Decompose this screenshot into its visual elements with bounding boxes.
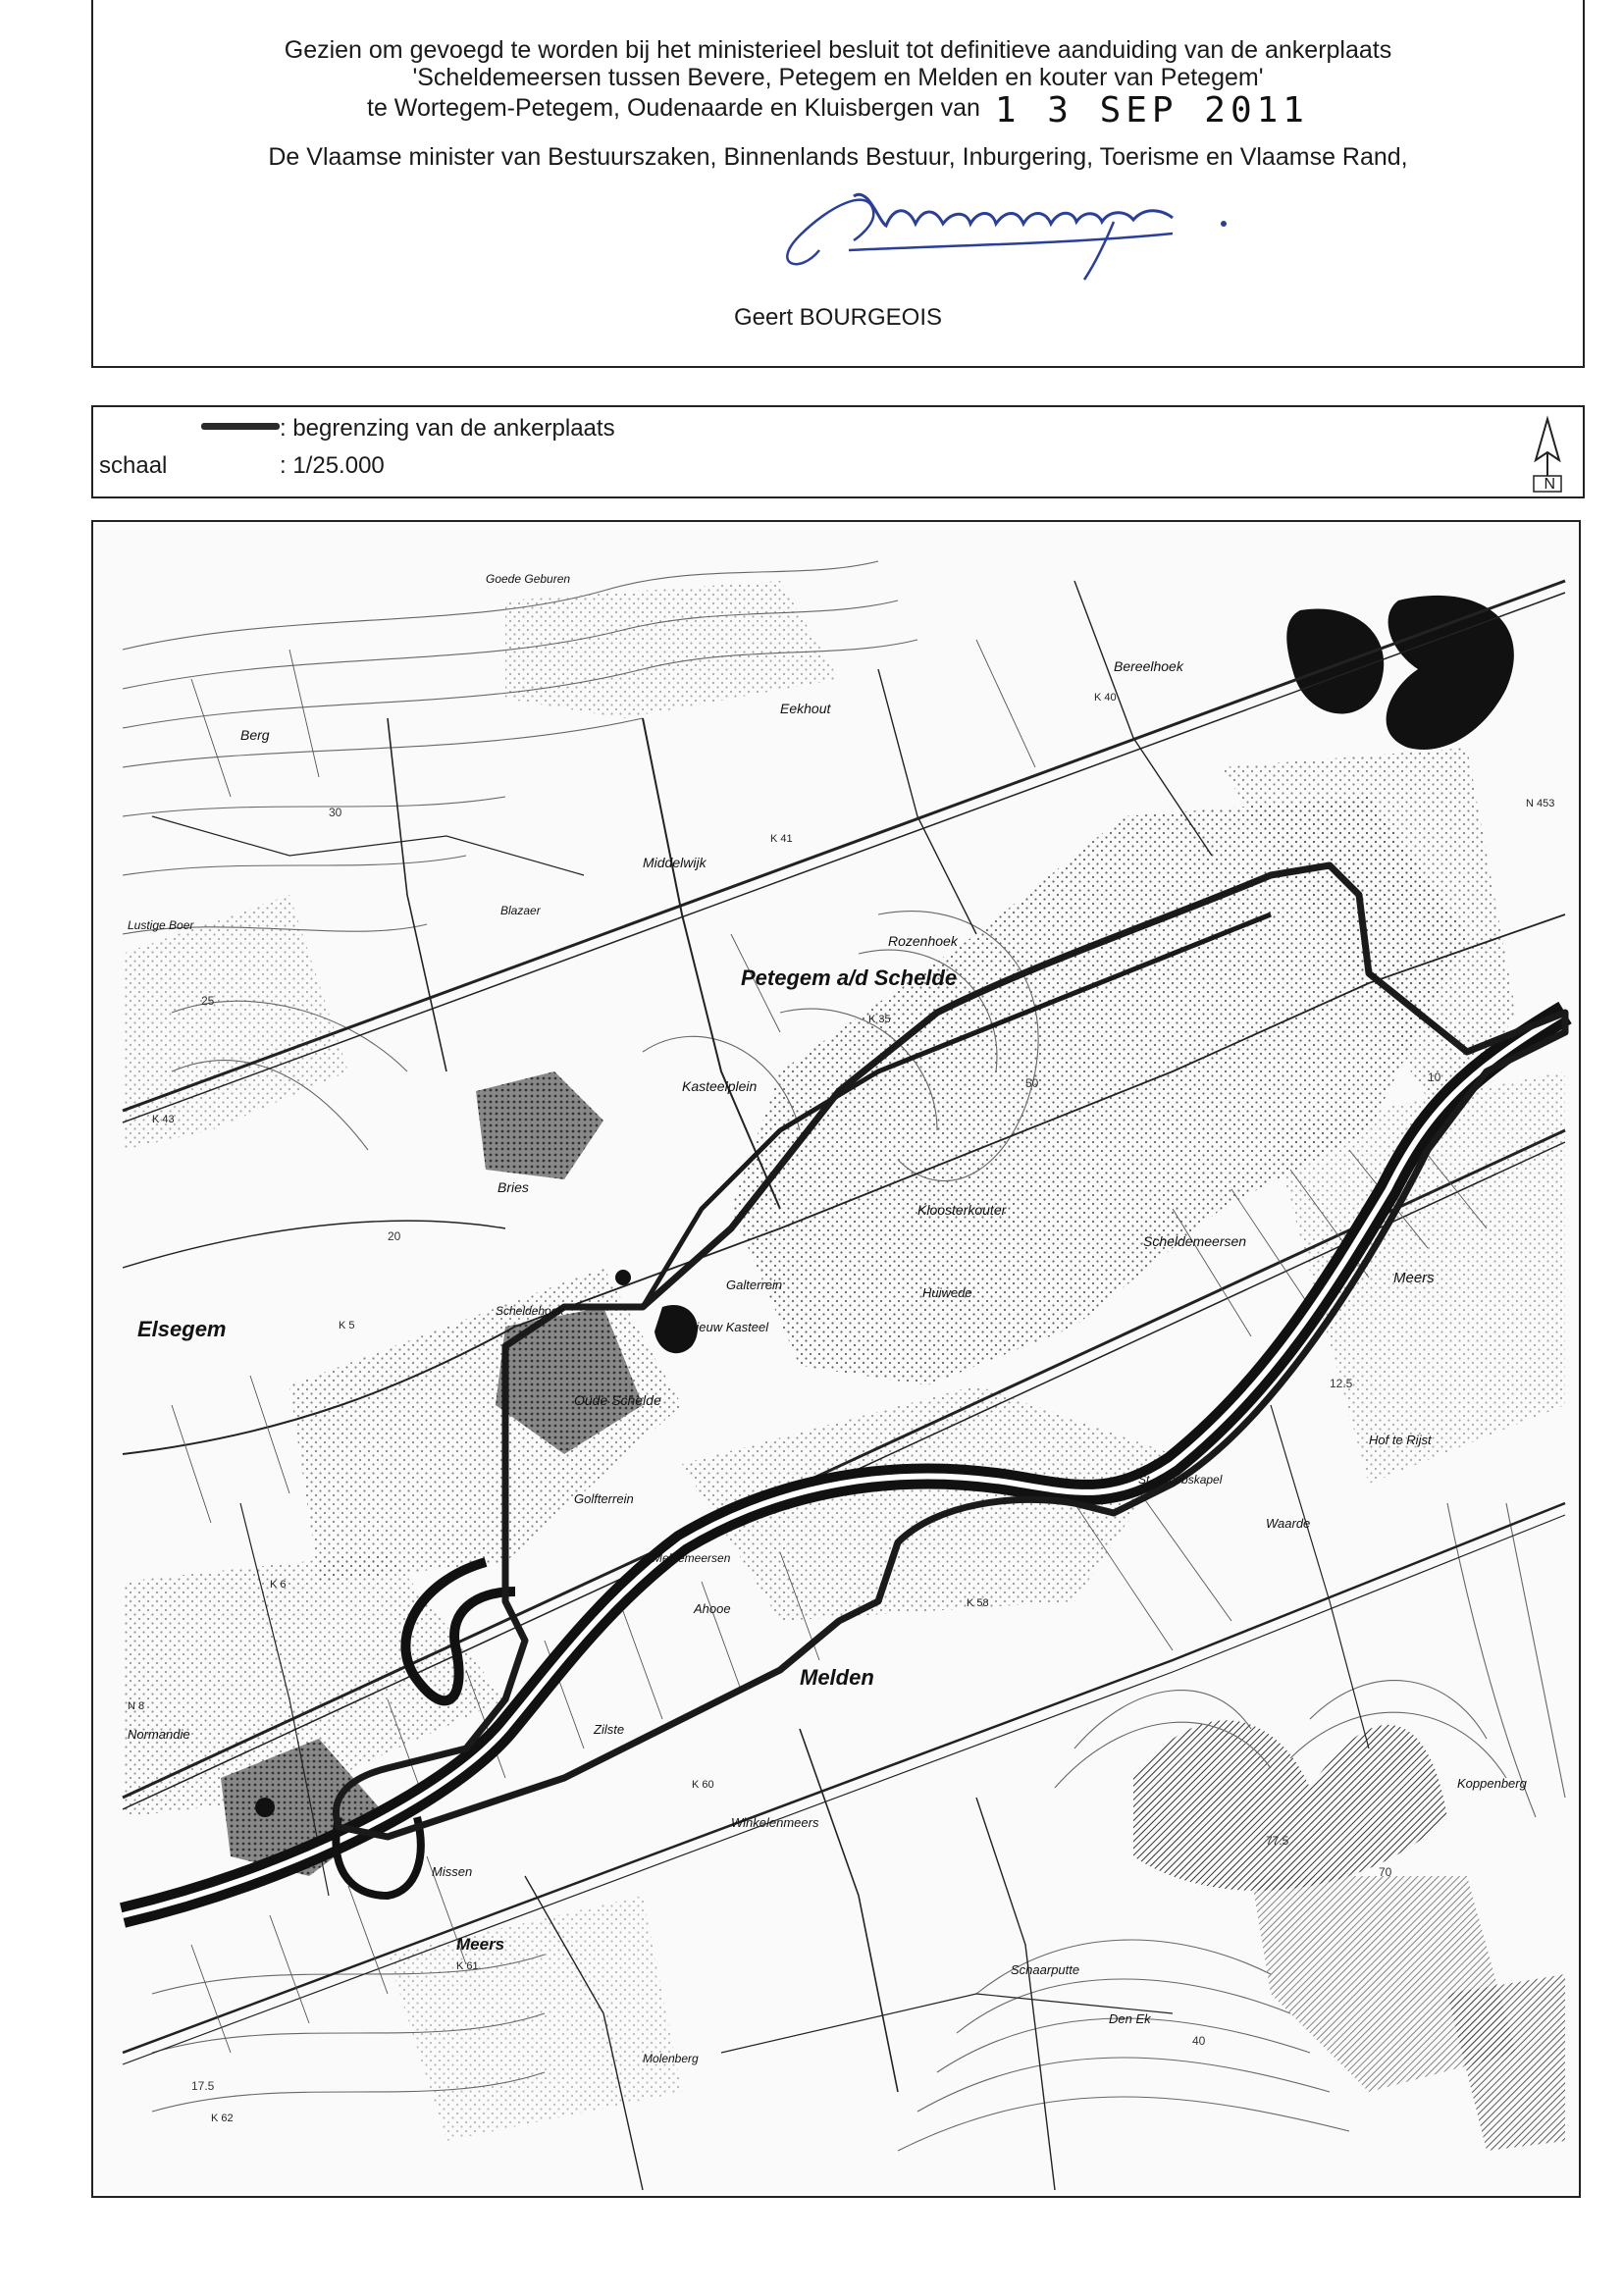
legend-box (91, 405, 1585, 498)
contour-value: 50 (1025, 1076, 1039, 1090)
contour-value: 40 (1192, 2034, 1206, 2048)
decree-line-3 (93, 90, 1583, 130)
decree-municipalities: te Wortegem-Petegem, Oudenaarde en Kluisbergen van (367, 94, 980, 122)
label-zilste: Zilste (594, 1722, 625, 1737)
road-code: K 60 (692, 1779, 714, 1791)
minister-title: De Vlaamse minister van Bestuurszaken, Binnenlands Bestuur, Inburgering, Toerisme en Vlaamse Rand, (268, 143, 1408, 171)
label-elsegem: Elsegem (137, 1317, 227, 1341)
label-winkelenmeers: Winkelenmeers (731, 1815, 819, 1830)
scale-key: schaal (99, 452, 168, 479)
label-middelwijk: Middelwijk (643, 855, 707, 870)
label-scheldemeersen: Scheldemeersen (1143, 1233, 1247, 1249)
scale-value: : 1/25.000 (280, 452, 385, 479)
decree-line-2: 'Scheldemeersen tussen Bevere, Petegem en Melden en kouter van Petegem' (412, 64, 1264, 91)
road-code: K 41 (770, 833, 793, 845)
label-schaarputte: Schaarputte (1011, 1962, 1080, 1977)
road-code: K 62 (211, 2113, 234, 2124)
topographic-map (91, 520, 1581, 2198)
road-code: K 35 (868, 1014, 891, 1025)
label-bereelhoek: Bereelhoek (1114, 658, 1183, 674)
contour-value: 20 (388, 1229, 401, 1243)
road-code: K 6 (270, 1579, 287, 1591)
road-code: N 453 (1526, 798, 1555, 809)
label-meers-east: Meers (1393, 1270, 1435, 1286)
label-koppenberg: Koppenberg (1457, 1776, 1527, 1791)
boundary-legend-swatch (201, 423, 280, 430)
label-hof-te-rijst: Hof te Rijst (1369, 1433, 1432, 1447)
label-den-ek: Den Ek (1109, 2011, 1151, 2026)
date-stamp: 1 3 SEP 2011 (994, 90, 1309, 130)
label-oude-schelde: Oude Schelde (574, 1392, 661, 1408)
decree-box (91, 0, 1585, 368)
contour-value: 77.5 (1266, 1834, 1289, 1848)
north-label: N (1544, 476, 1555, 493)
label-galterrein: Galterrein (726, 1278, 783, 1292)
road-code: K 58 (967, 1597, 989, 1609)
label-goede-geburen: Goede Geburen (486, 572, 571, 586)
label-petegem: Petegem a/d Schelde (741, 965, 958, 990)
label-lustige-boer: Lustige Boer (128, 918, 194, 932)
label-meldemeersen: Meldemeersen (653, 1551, 731, 1565)
contour-value: 10 (1428, 1070, 1441, 1084)
label-berg: Berg (240, 727, 270, 743)
road-code: N 8 (128, 1700, 145, 1712)
label-kloosterkouter: Kloosterkouter (917, 1202, 1007, 1218)
map-canvas (93, 522, 1579, 2196)
decree-line-1: Gezien om gevoegd te worden bij het ministerieel besluit tot definitieve aanduiding van de ankerplaats (284, 36, 1392, 64)
label-meers-south: Meers (456, 1935, 505, 1954)
contour-value: 12.5 (1330, 1377, 1353, 1390)
road-code: K 61 (456, 1960, 479, 1972)
label-golfterrein: Golfterrein (574, 1491, 634, 1506)
contour-value: 25 (201, 994, 215, 1008)
label-sint-jacobskapel: St.-Jacobskapel (1138, 1473, 1223, 1487)
boundary-legend-label: : begrenzing van de ankerplaats (280, 415, 615, 442)
road-code: K 43 (152, 1114, 175, 1125)
label-eekhout: Eekhout (780, 701, 831, 716)
label-normandie: Normandie (128, 1727, 190, 1742)
road-code: K 5 (339, 1320, 355, 1331)
contour-value: 30 (329, 806, 342, 819)
label-huiwede: Huiwede (922, 1285, 972, 1300)
label-kasteelplein: Kasteelplein (682, 1078, 758, 1094)
signer-name: Geert BOURGEOIS (733, 304, 943, 331)
label-ahooe: Ahooe (694, 1601, 731, 1616)
label-blazaer: Blazaer (500, 904, 541, 917)
road-code: K 40 (1094, 692, 1117, 704)
signature (760, 167, 1271, 285)
label-waarde: Waarde (1266, 1516, 1311, 1531)
label-nieuw-kasteel: Nieuw Kasteel (687, 1320, 769, 1334)
contour-value: 70 (1379, 1865, 1392, 1879)
label-melden: Melden (800, 1665, 874, 1690)
label-molenberg: Molenberg (643, 2052, 699, 2065)
label-scheldehoek: Scheldehoek (496, 1304, 564, 1318)
label-bries: Bries (497, 1179, 529, 1195)
label-rozenhoek: Rozenhoek (888, 933, 958, 949)
contour-value: 17.5 (191, 2079, 215, 2093)
label-missen: Missen (432, 1864, 473, 1879)
